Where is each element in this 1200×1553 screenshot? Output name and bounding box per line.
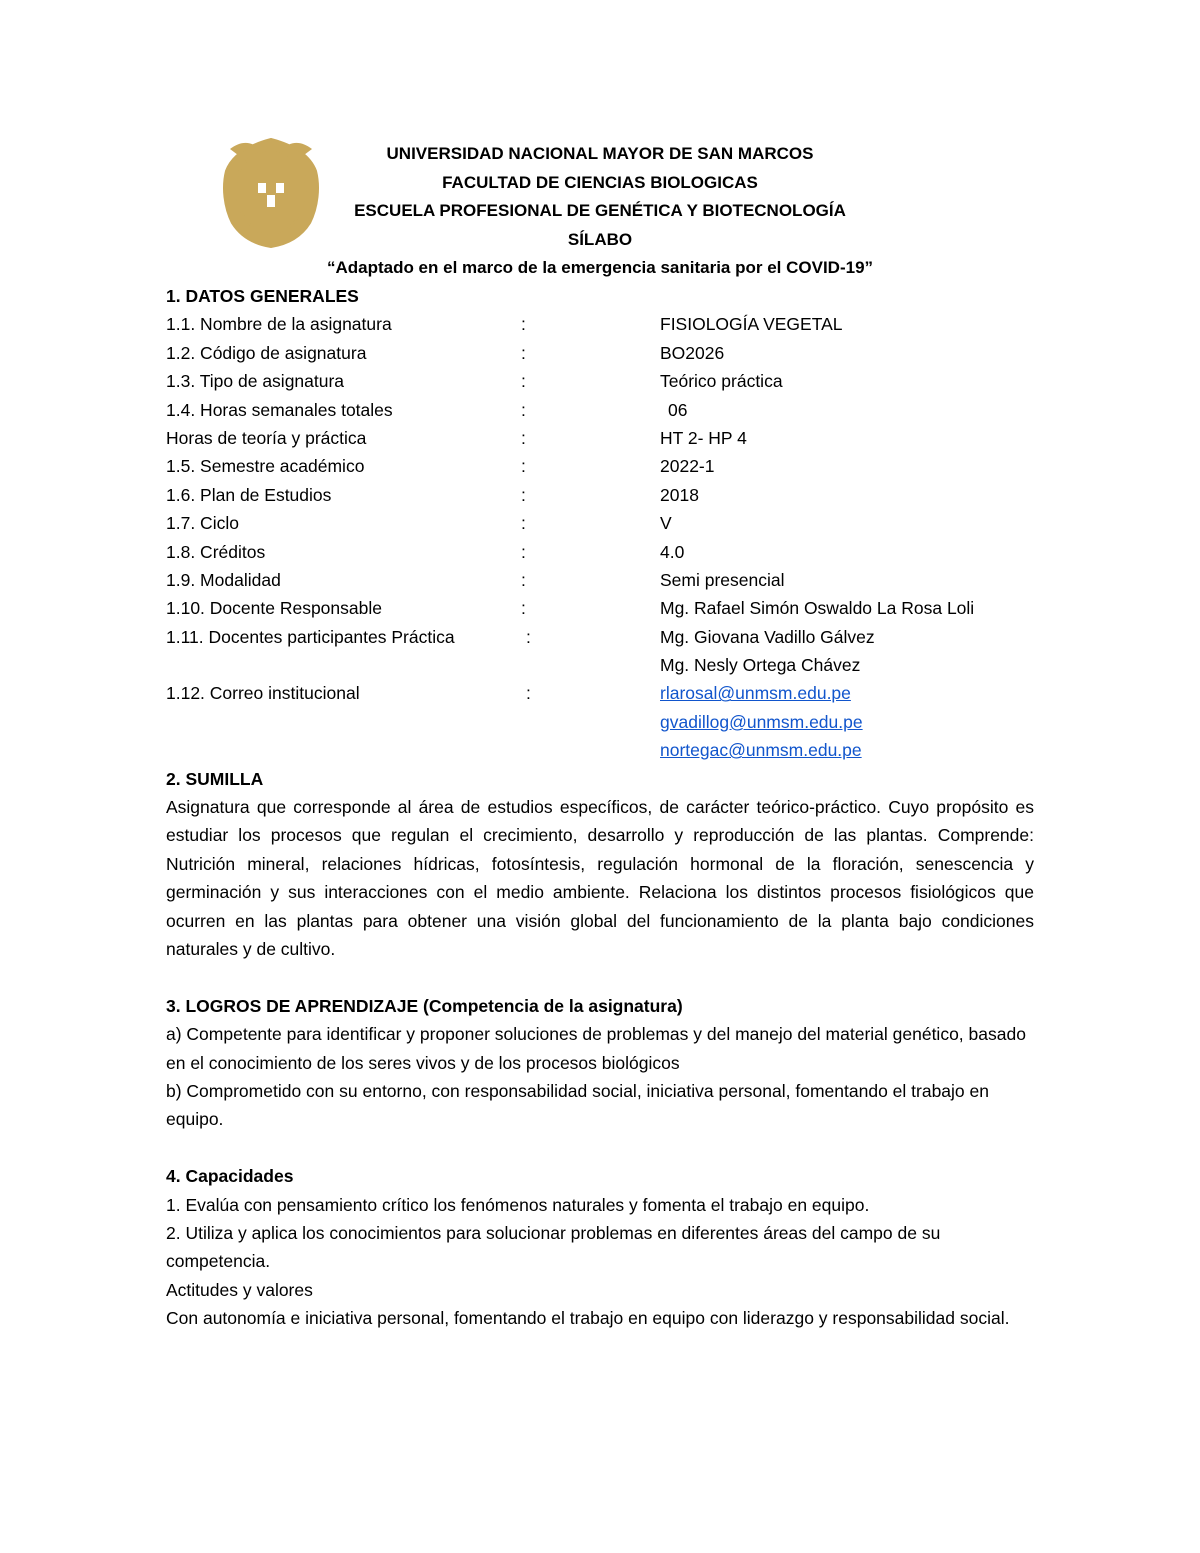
spacer (166, 1134, 1034, 1162)
data-row (166, 339, 1034, 367)
row-label: 1.4. Horas semanales totales (166, 399, 393, 420)
data-row (166, 509, 1034, 537)
row-value: BO2026 (660, 342, 725, 363)
row-value: FISIOLOGÍA VEGETAL (660, 314, 843, 335)
row-value: Semi presencial (660, 569, 785, 590)
sumilla-paragraph: Asignatura que corresponde al área de estudios específicos, de carácter teórico-práctico. Cuyo propósito es estudiar los procesos que regulan el crecimiento, desarrollo y reproducción de las plantas. Comprende: Nutrición mineral, relaciones hídricas, fotosíntesis, regulación hormonal de la floración, senescencia y germinación y sus interacciones con el medio ambiente. Relaciona los distintos procesos fisiológicos que ocurren en las plantas para obtener una visión global del funcionamiento de la planta bajo condiciones naturales y de cultivo. (166, 797, 1034, 960)
row-label: 1.11. Docentes participantes Práctica (166, 626, 455, 647)
row-value: HT 2- HP 4 (660, 427, 747, 448)
actitudes-heading: Actitudes y valores (166, 1279, 313, 1300)
section-heading-datos: 1. DATOS GENERALES (166, 286, 359, 306)
row-label: 1.10. Docente Responsable (166, 598, 382, 619)
row-label: 1.9. Modalidad (166, 569, 281, 590)
university-name: UNIVERSIDAD NACIONAL MAYOR DE SAN MARCOS (386, 144, 814, 163)
row-colon: : (521, 513, 526, 534)
row-label: Horas de teoría y práctica (166, 427, 367, 448)
data-row (166, 481, 1034, 509)
document-header (0, 140, 1200, 283)
document-subtitle: “Adaptado en el marco de la emergencia sanitaria por el COVID-19” (326, 258, 874, 277)
row-value: 2022-1 (660, 456, 715, 477)
data-row (166, 736, 1034, 764)
row-colon: : (521, 598, 526, 619)
email-link-rlarosal[interactable]: rlarosal@unmsm.edu.pe (660, 683, 851, 704)
data-row (166, 708, 1034, 736)
row-colon: : (521, 371, 526, 392)
row-colon: : (521, 314, 526, 335)
row-value: Mg. Rafael Simón Oswaldo La Rosa Loli (660, 598, 975, 619)
row-label: 1.2. Código de asignatura (166, 342, 367, 363)
document-type: SÍLABO (567, 229, 633, 249)
row-value: Mg. Giovana Vadillo Gálvez (660, 626, 875, 647)
logro-a: a) Competente para identificar y proponer soluciones de problemas y del manejo del material genético, basado en el conocimiento de los seres vivos y de los procesos biológicos (166, 1024, 1026, 1073)
data-row (166, 623, 1034, 651)
logro-b: b) Comprometido con su entorno, con responsabilidad social, iniciativa personal, fomentando el trabajo en equipo. (166, 1081, 989, 1130)
row-label: 1.6. Plan de Estudios (166, 484, 332, 505)
spacer (166, 963, 1034, 991)
data-row (166, 538, 1034, 566)
row-value: Teórico práctica (660, 371, 783, 392)
data-row (166, 367, 1034, 395)
data-row (166, 424, 1034, 452)
data-row (166, 594, 1034, 622)
row-value: 06 (668, 399, 688, 420)
data-row (166, 310, 1034, 338)
row-label: 1.7. Ciclo (166, 513, 239, 534)
row-colon: : (521, 484, 526, 505)
row-value: 2018 (660, 484, 699, 505)
row-label: 1.12. Correo institucional (166, 683, 360, 704)
capacidad-item-1: 1. Evalúa con pensamiento crítico los fenómenos naturales y fomenta el trabajo en equipo. (166, 1194, 870, 1215)
row-colon: : (521, 569, 526, 590)
email-link-gvadillog[interactable]: gvadillog@unmsm.edu.pe (660, 711, 863, 732)
faculty-name: FACULTAD DE CIENCIAS BIOLOGICAS (442, 172, 758, 192)
data-row (166, 452, 1034, 480)
row-colon: : (521, 456, 526, 477)
row-value: 4.0 (660, 541, 685, 562)
data-row (166, 679, 1034, 707)
row-colon: : (521, 427, 526, 448)
row-colon: : (526, 626, 531, 647)
row-label: 1.5. Semestre académico (166, 456, 365, 477)
school-name: ESCUELA PROFESIONAL DE GENÉTICA Y BIOTECNOLOGÍA (354, 201, 846, 220)
row-colon: : (521, 342, 526, 363)
section-heading-sumilla: 2. SUMILLA (166, 768, 264, 789)
row-colon: : (526, 683, 531, 704)
actitudes-paragraph: Con autonomía e iniciativa personal, fomentando el trabajo en equipo con liderazgo y responsabilidad social. (166, 1308, 1010, 1329)
row-colon: : (521, 399, 526, 420)
row-label: 1.8. Créditos (166, 541, 266, 562)
section-heading-logros: 3. LOGROS DE APRENDIZAJE (Competencia de la asignatura) (166, 995, 683, 1016)
email-link-nortegac[interactable]: nortegac@unmsm.edu.pe (660, 740, 862, 761)
data-row (166, 396, 1034, 424)
section-heading-capacidades: 4. Capacidades (166, 1166, 294, 1187)
row-colon: : (521, 541, 526, 562)
data-row (166, 566, 1034, 594)
row-value: Mg. Nesly Ortega Chávez (660, 655, 861, 676)
row-label: 1.1. Nombre de la asignatura (166, 314, 392, 335)
row-label: 1.3. Tipo de asignatura (166, 371, 345, 392)
capacidad-item-2: 2. Utiliza y aplica los conocimientos para solucionar problemas en diferentes áreas del campo de su competencia. (166, 1223, 941, 1272)
row-value: V (660, 513, 672, 534)
document-body (166, 282, 1034, 1333)
data-row (166, 651, 1034, 679)
